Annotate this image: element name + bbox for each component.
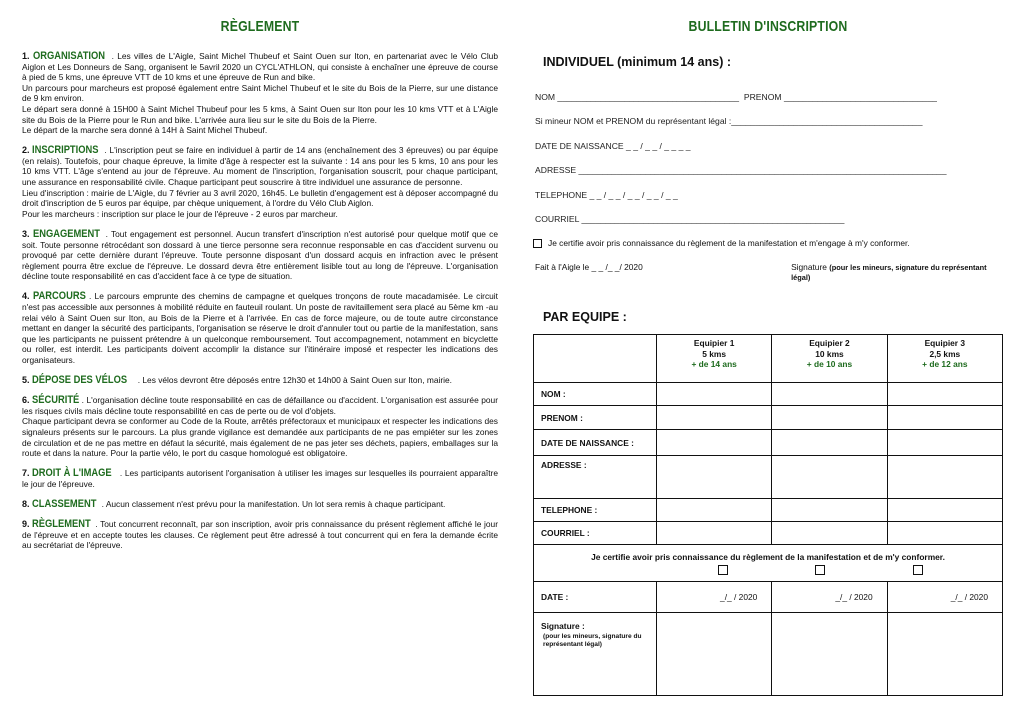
section-number: 2.	[22, 145, 30, 156]
section-extra-paragraph: Lieu d'inscription : mairie de L'Aigle, du 7 février au 3 avril 2020, 16h45. Le bulletin d'engagement est à déposer accompagné du droit d'inscription de 5 euros par équipe, par chèque uniquement, à l'ordre du Vélo Club Aiglon.	[22, 187, 498, 209]
section-body: . L'organisation décline toute responsabilité en cas de défaillance ou d'accident. L'organisation est assurée pour les risques civils mais décline toute responsabilité en cas de perte ou de vol d'objets.	[22, 395, 498, 416]
section-paragraph	[22, 229, 498, 282]
equipier-distance: 5 kms	[702, 348, 727, 359]
input-cell[interactable]	[772, 522, 887, 545]
reglement-section	[22, 395, 498, 459]
row-label: TELEPHONE :	[534, 499, 657, 522]
reglement-sections	[22, 51, 498, 551]
signature-note: (pour les mineurs, signature du représentant légal)	[791, 263, 987, 282]
individuel-certify	[533, 230, 1003, 256]
input-cell[interactable]	[657, 430, 772, 456]
equipier-name: Equipier 2	[809, 338, 850, 348]
section-body: . Aucun classement n'est prévu pour la manifestation. Un lot sera remis à chaque participant.	[101, 498, 446, 509]
row-label: COURRIEL :	[534, 522, 657, 545]
input-cell[interactable]	[887, 406, 1002, 430]
section-paragraph	[22, 145, 498, 187]
input-cell[interactable]	[772, 499, 887, 522]
reglement-section	[22, 468, 498, 489]
representant-legal-field[interactable]: Si mineur NOM et PRENOM du représentant légal :________________________________________	[535, 116, 923, 126]
equipe-certify-cell	[534, 545, 1003, 582]
bulletin-column	[533, 18, 1003, 696]
input-cell[interactable]	[772, 456, 887, 499]
courriel-field[interactable]: COURRIEL _______________________________________________________	[535, 214, 845, 224]
reglement-title: RÈGLEMENT	[220, 18, 300, 35]
individuel-heading: INDIVIDUEL (minimum 14 ans) :	[543, 55, 731, 69]
reglement-column	[22, 18, 498, 560]
section-heading: DROIT À L'IMAGE	[32, 467, 112, 480]
empty-corner-cell	[534, 335, 657, 383]
section-body: . Le parcours emprunte des chemins de campagne et quelques tronçons de route macadamisée. Le circuit n'est pas accessible aux personnes à mobilité réduite en fauteuil roulant. Un poste de ravitaillement sera placé au 5ème km -au relai vélo à Saint Ouen sur Iton, au Bois de la Pierre et à l'arrivée. En cas de force majeure, ou de toute autre circonstance mettant en danger la sécurité des participants, l'organisation se réserve le droit d'annuler tout ou partie de la manifestation, sans que les participants ne puissent prétendre à un quelconque remboursement. Tout accompagnement, notamment en bicyclette ou roller, est interdit. Les participants doivent accomplir la distance sur l'itinéraire imposé et respecter les indications des organisateurs.	[22, 291, 498, 365]
section-extra-paragraph: Un parcours pour marcheurs est proposé également entre Saint Michel Thubeuf et le site du Bois de la Pierre, sur une distance de 9 km environ.	[22, 82, 498, 104]
section-number: 9.	[22, 518, 30, 529]
section-heading: ENGAGEMENT	[32, 227, 100, 240]
section-heading: INSCRIPTIONS	[32, 144, 99, 157]
input-cell[interactable]	[657, 522, 772, 545]
section-number: 1.	[22, 51, 30, 61]
section-body: . Tout engagement est personnel. Aucun transfert d'inscription n'est autorisé pour quelque motif que ce soit. Toute personne rétrocédant son dossard à une tierce personne sera reconnue responsable en cas d'accident survenu ou provoqué par cette dernière durant l'épreuve. Toute personne disposant d'un dossard acquis en infraction avec le présent règlement pourra être exclue de l'épreuve. Le dossard devra être entièrement lisible tout au long de l'épreuve. L'organisation décline toute responsabilité en cas d'accident face à ce type de situation.	[22, 228, 499, 282]
section-number: 5.	[22, 375, 30, 386]
section-paragraph	[22, 395, 498, 416]
equipier-age: + de 12 ans	[922, 359, 968, 369]
table-row-date	[534, 582, 1003, 613]
section-extra-paragraph: Le départ de la marche sera donné à 14H à Saint Michel Thubeuf.	[22, 125, 268, 136]
input-cell[interactable]	[887, 499, 1002, 522]
input-cell[interactable]	[772, 430, 887, 456]
input-cell[interactable]	[887, 522, 1002, 545]
section-heading: RÈGLEMENT	[32, 517, 91, 530]
reglement-section	[22, 51, 498, 136]
equipier-3-header	[887, 335, 1002, 383]
equipier-1-checkbox[interactable]	[718, 565, 728, 575]
reglement-section	[22, 375, 498, 386]
table-row-telephone	[534, 499, 1003, 522]
equipe-heading: PAR EQUIPE :	[543, 310, 627, 324]
certify-text: Je certifie avoir pris connaissance du règlement de la manifestation et m'engage à m'y conformer.	[548, 238, 910, 248]
section-extra-paragraph: Chaque participant devra se conformer au Code de la Route, arrêtés préfectoraux et municipaux et respecter les indications des signaleurs présents sur le parcours. La plus grande vigilance est demandée aux participants de ne pas empiéter sur les zones de circulation et de ne pas mettre en défaut la sécurité, mais également de ne pas jeter ses déchets, papiers, emballages sur la route et dans la nature. Pour la partie vélo, le port du casque homologué est obligatoire.	[22, 416, 498, 459]
fait-a-field[interactable]: Fait à l'Aigle le _ _ /_ _/ 2020	[535, 262, 643, 272]
table-row-courriel	[534, 522, 1003, 545]
section-number: 7.	[22, 468, 30, 479]
section-paragraph	[22, 519, 498, 551]
section-paragraph	[22, 375, 498, 386]
signature-label	[791, 262, 1003, 282]
certify-checkbox[interactable]	[533, 239, 542, 248]
section-extra-paragraph: Le départ sera donné à 15H00 à Saint Michel Thubeuf pour les 5 kms, à Saint Ouen sur Iton pour les 10 kms VTT et à L'Aigle site du Bois de la Pierre pour le Run and bike. L'arrivée aura lieu sur le site du Bois de la Pierre.	[22, 103, 498, 125]
equipier-name: Equipier 1	[693, 338, 735, 348]
section-paragraph	[22, 51, 498, 83]
section-number: 3.	[22, 228, 30, 239]
section-number: 6.	[22, 395, 30, 406]
reglement-section	[22, 519, 498, 551]
section-number: 8.	[22, 498, 30, 509]
equipe-header-row	[534, 335, 1003, 383]
individuel-signature-row	[533, 262, 1003, 282]
reglement-section	[22, 145, 498, 219]
input-cell[interactable]	[657, 383, 772, 406]
table-row-signature	[534, 613, 1003, 696]
section-heading: SÉCURITÉ	[32, 394, 80, 407]
reglement-section	[22, 499, 498, 510]
row-label: DATE DE NAISSANCE :	[534, 430, 657, 456]
table-row-certify	[534, 545, 1003, 582]
adresse-field[interactable]: ADRESSE _____________________________________________________________________________	[535, 165, 947, 175]
date-cell[interactable]: _/_ / 2020	[772, 582, 887, 613]
row-label: DATE :	[534, 582, 657, 613]
section-heading: ORGANISATION	[32, 50, 105, 62]
date-cell[interactable]: _/_ / 2020	[657, 582, 772, 613]
signature-text: Signature	[791, 262, 827, 272]
section-number: 4.	[22, 291, 30, 302]
equipier-1-header	[657, 335, 772, 383]
bulletin-title: BULLETIN D'INSCRIPTION	[688, 18, 848, 35]
date-naissance-field[interactable]: DATE DE NAISSANCE _ _ / _ _ / _ _ _ _	[535, 140, 691, 151]
input-cell[interactable]	[887, 456, 1002, 499]
section-body: . L'inscription peut se faire en individuel à partir de 14 ans (enchaînement des 3 épreuves) ou par équipe (en relais). Toutefois, pour chaque épreuve, la limite d'âge à respecter est la suivante : 14 ans pour les 5 kms, 10 ans pour les 10 kms VTT. L'âge s'entend au jour de l'épreuve. Au moment de l'inscription, l'organisation souscrit, pour chaque participant, une assurance en responsabilité civile. Chaque participant peut souscrire à titre individuel une assurance de personne.	[22, 145, 499, 188]
row-label: ADRESSE :	[534, 456, 657, 499]
input-cell[interactable]	[657, 406, 772, 430]
section-paragraph	[22, 291, 498, 365]
section-body: . Les participants autorisent l'organisation à utiliser les images sur lesquelles ils pourraient apparaître le jour de l'épreuve.	[22, 468, 498, 489]
equipe-checkbox-row	[534, 562, 1002, 575]
section-heading: CLASSEMENT	[31, 497, 97, 510]
nom-prenom-field[interactable]: NOM ______________________________________ PRENOM ________________________________	[535, 91, 937, 102]
input-cell[interactable]	[657, 499, 772, 522]
row-label: NOM :	[534, 383, 657, 406]
telephone-field[interactable]: TELEPHONE _ _ / _ _ / _ _ / _ _ / _ _	[535, 189, 678, 200]
section-heading: DÉPOSE DES VÉLOS	[31, 374, 127, 387]
signature-cell[interactable]	[657, 613, 772, 696]
input-cell[interactable]	[772, 383, 887, 406]
equipe-table	[533, 334, 1003, 696]
signature-cell[interactable]	[887, 613, 1002, 696]
input-cell[interactable]	[657, 456, 772, 499]
input-cell[interactable]	[887, 383, 1002, 406]
section-paragraph	[22, 468, 498, 489]
reglement-section	[22, 229, 498, 282]
equipier-age: + de 10 ans	[806, 359, 853, 369]
input-cell[interactable]	[772, 406, 887, 430]
equipier-2-checkbox[interactable]	[815, 565, 825, 575]
signature-note: (pour les mineurs, signature du représentant légal)	[543, 633, 642, 648]
row-label: Signature :	[541, 621, 585, 631]
section-extra-paragraph: Pour les marcheurs : inscription sur place le jour de l'épreuve - 2 euros par marcheur.	[22, 208, 338, 219]
equipier-name: Equipier 3	[924, 338, 966, 348]
table-row-date-naissance	[534, 430, 1003, 456]
equipier-3-checkbox[interactable]	[913, 565, 923, 575]
equipier-distance: 10 kms	[815, 348, 844, 359]
reglement-section	[22, 291, 498, 365]
table-row-prenom	[534, 406, 1003, 430]
row-label: PRENOM :	[534, 406, 657, 430]
equipier-2-header	[772, 335, 887, 383]
section-paragraph	[22, 499, 498, 510]
section-body: . Tout concurrent reconnaît, par son inscription, avoir pris connaissance du présent règlement affiché le jour de l'épreuve et en accepte toutes les clauses. Ce règlement peut être adressé à tout concurrent qui en fera la demande écrite au secrétariat de l'épreuve.	[22, 518, 498, 551]
section-heading: PARCOURS	[32, 290, 86, 303]
equipier-distance: 2,5 kms	[929, 348, 961, 359]
equipe-certify-text: Je certifie avoir pris connaissance du règlement de la manifestation et de m'y conformer.	[591, 551, 945, 562]
date-cell[interactable]: _/_ / 2020	[887, 582, 1002, 613]
signature-label-cell	[534, 613, 657, 696]
section-body: . Les villes de L'Aigle, Saint Michel Thubeuf et Saint Ouen sur Iton, en partenariat avec le Vélo Club Aiglon et Les Donneurs de Sang, organisent le 5avril 2020 un CYCL'ATHLON, qui consiste à enchaîner une épreuve de course à pied de 5 kms, une épreuve VTT de 10 kms et une épreuve de Run and bike.	[22, 51, 498, 83]
table-row-adresse	[534, 456, 1003, 499]
table-row-nom	[534, 383, 1003, 406]
section-body: . Les vélos devront être déposés entre 12h30 et 14h00 à Saint Ouen sur Iton, mairie.	[137, 375, 452, 386]
input-cell[interactable]	[887, 430, 1002, 456]
equipier-age: + de 14 ans	[691, 359, 737, 369]
signature-cell[interactable]	[772, 613, 887, 696]
